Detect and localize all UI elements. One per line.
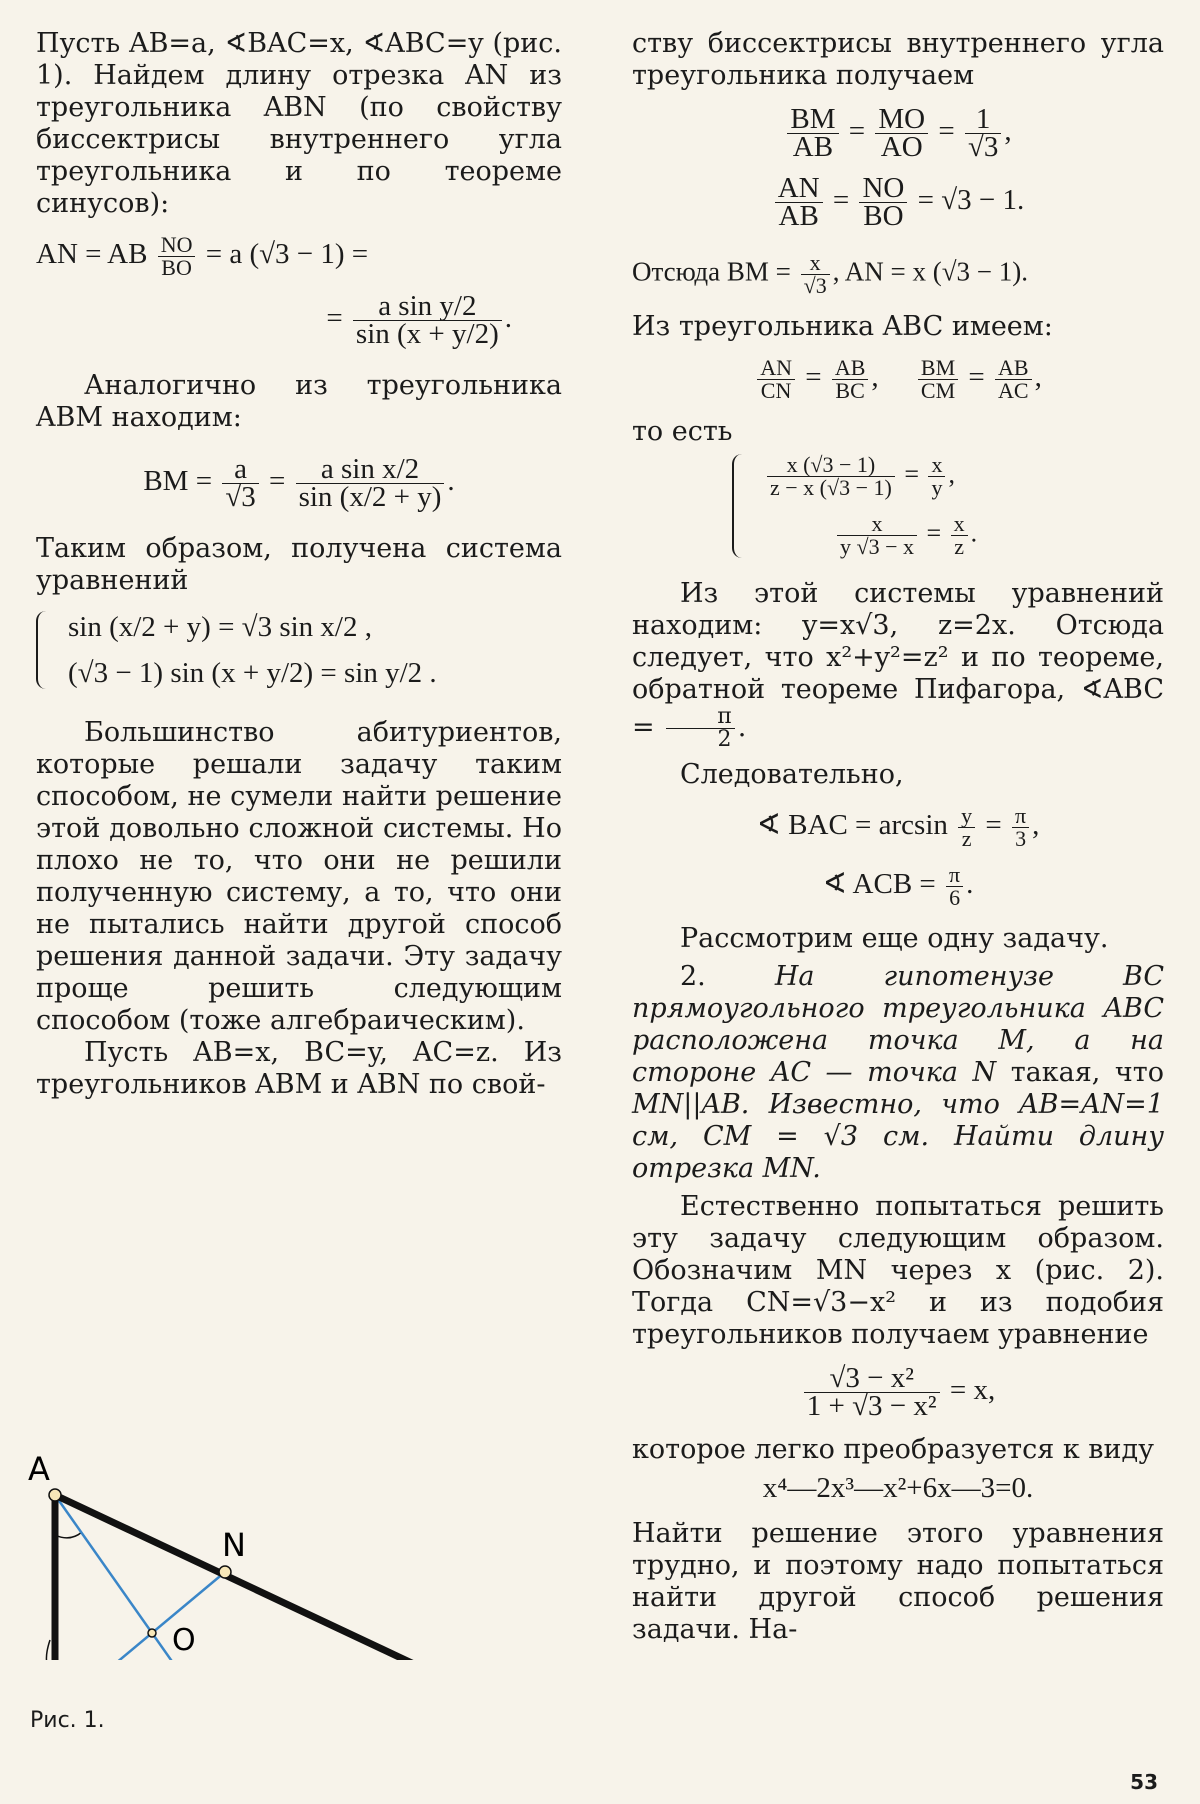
label-a: A bbox=[28, 1450, 50, 1488]
fraction bbox=[666, 706, 734, 751]
angle-arc-a bbox=[55, 1532, 82, 1538]
fraction bbox=[837, 513, 917, 558]
formula-text: Отсюда BM = bbox=[632, 256, 791, 287]
numerator: BM bbox=[787, 106, 838, 134]
system-line: $\frac{x (√3 - 1)}{z - x (√3 - 1)}$ = $\frac{x}{y}$ , bbox=[764, 454, 977, 499]
numerator: π bbox=[666, 706, 734, 729]
denominator: AB bbox=[792, 131, 834, 163]
formula-an-sin: = $\frac{\text{a sin y/2}}{\sin (x + y/2)}$ . bbox=[326, 290, 512, 350]
formula-text: ∢ ACB = bbox=[822, 868, 936, 901]
formula-text: , AN = x (√3 − 1). bbox=[832, 256, 1028, 287]
denominator: y bbox=[931, 475, 943, 500]
figure-caption: Рис. 1. bbox=[30, 1708, 105, 1733]
system-line: $\frac{x}{y √3 - x}$ = $\frac{x}{z}$ . bbox=[764, 513, 977, 558]
denominator: 6 bbox=[949, 885, 961, 910]
problem-number: 2. bbox=[680, 961, 706, 992]
vertex-o bbox=[148, 1629, 156, 1637]
left-column bbox=[36, 28, 562, 1101]
denominator: √3 bbox=[803, 273, 827, 298]
problem-text: MN||AB. Известно, что AB=AN=1 см, CM = √3 см. Найти длину отрезка MN. bbox=[632, 1089, 1164, 1184]
numerator: y bbox=[958, 805, 975, 828]
fraction bbox=[801, 252, 830, 297]
system-line: (√3 − 1) sin (x + y/2) = sin y/2 . bbox=[68, 657, 437, 689]
formula-text: ∢ BAC = arcsin bbox=[756, 809, 948, 842]
fraction bbox=[928, 454, 945, 499]
denominator: z bbox=[954, 534, 965, 559]
figure-triangle bbox=[0, 1310, 600, 1660]
fraction bbox=[787, 103, 838, 163]
paragraph: то есть bbox=[632, 416, 733, 447]
denominator: CM bbox=[920, 378, 956, 403]
problem-statement bbox=[632, 961, 1164, 1185]
problem-text: На гипотенузе BC прямоугольного треугольника ABC расположена точка M, а на стороне AC — точка N bbox=[632, 961, 1164, 1088]
paragraph: Пусть AB=x, BC=y, AC=z. Из треугольников ABM и ABN по свой- bbox=[36, 1037, 562, 1100]
fraction bbox=[757, 357, 795, 402]
page-number: 53 bbox=[1130, 1770, 1158, 1794]
label-o: O bbox=[172, 1623, 196, 1658]
denominator: √3 bbox=[225, 481, 256, 513]
denominator: 3 bbox=[1015, 826, 1027, 851]
denominator: √3 bbox=[967, 131, 999, 163]
numerator: x bbox=[837, 513, 917, 536]
denominator: y √3 − x bbox=[840, 534, 914, 559]
paragraph: Аналогично из треугольника ABM находим: bbox=[36, 370, 562, 433]
fraction bbox=[875, 103, 928, 163]
denominator: AC bbox=[998, 378, 1029, 403]
paragraph: Найти решение этого уравнения трудно, и поэтому надо попытаться найти другой способ решения задачи. На- bbox=[632, 1518, 1164, 1645]
denominator: BO bbox=[161, 255, 192, 280]
denominator: AO bbox=[880, 131, 923, 163]
fraction bbox=[995, 357, 1032, 402]
fraction bbox=[859, 172, 907, 232]
numerator: AN bbox=[775, 175, 823, 203]
fraction bbox=[222, 453, 258, 513]
numerator: BM bbox=[918, 357, 958, 380]
brace-icon bbox=[732, 454, 750, 558]
fraction bbox=[832, 357, 869, 402]
fraction bbox=[1012, 805, 1029, 850]
numerator: a sin x/2 bbox=[296, 456, 445, 484]
side-ac bbox=[55, 1495, 520, 1660]
formula-acb: ∢ ACB = $\frac{\pi}{6}$ . bbox=[822, 862, 974, 910]
numerator: NO bbox=[158, 234, 196, 257]
paragraph: Следовательно, bbox=[680, 759, 904, 790]
paragraph: Пусть AB=a, ∢BAC=x, ∢ABC=y (рис. 1). Найдем длину отрезка AN из треугольника ABN (по свойству биссектрисы внутреннего угла треугольника и по теореме синусов): bbox=[36, 28, 562, 219]
numerator: x bbox=[951, 513, 968, 536]
numerator: MO bbox=[875, 106, 928, 134]
denominator: AB bbox=[778, 200, 819, 232]
formula-text: BM = bbox=[143, 465, 213, 498]
formula-bac: ∢ BAC = arcsin $\frac{y}{z}$ = $\frac{\pi}{3}$ , bbox=[756, 803, 1040, 851]
numerator: NO bbox=[859, 175, 907, 203]
denominator: BC bbox=[835, 378, 865, 403]
fraction bbox=[767, 454, 895, 499]
problem-text: такая, что bbox=[1010, 1057, 1164, 1088]
fraction bbox=[951, 513, 968, 558]
formula-polynomial: x⁴—2x³—x²+6x—3=0. bbox=[762, 1472, 1034, 1504]
paragraph: Рассмотрим еще одну задачу. bbox=[680, 923, 1109, 954]
fraction bbox=[775, 172, 823, 232]
formula-an bbox=[36, 234, 562, 279]
paragraph: Большинство абитуриентов, которые решали задачу таким способом, не сумели найти решение этой довольно сложной системы. Но плохо не то, что они не решили полученную систему, а то, что они не пытались найти другой способ решения данной задачи. Эту задачу проще решить следующим способом (тоже алгебраическим). bbox=[36, 717, 562, 1036]
denominator: CN bbox=[760, 378, 792, 403]
formula-text: = x, bbox=[949, 1374, 996, 1407]
label-n: N bbox=[222, 1526, 246, 1564]
fraction bbox=[296, 453, 445, 513]
numerator: a sin y/2 bbox=[353, 293, 502, 321]
numerator: a bbox=[222, 456, 258, 484]
paragraph: которое легко преобразуется к виду bbox=[632, 1434, 1154, 1465]
fraction bbox=[946, 864, 963, 909]
numerator: √3 − x² bbox=[804, 1365, 940, 1393]
fraction bbox=[965, 103, 1001, 163]
denominator: sin (x/2 + y) bbox=[298, 481, 442, 513]
formula-text: = bbox=[326, 302, 343, 335]
formula-text: = a (√3 − 1) = bbox=[205, 238, 369, 271]
numerator: AB bbox=[832, 357, 869, 380]
vertex-a bbox=[49, 1489, 61, 1501]
system-line: sin (x/2 + y) = √3 sin x/2 , bbox=[68, 611, 372, 643]
equation-system-2 bbox=[732, 454, 1164, 558]
denominator: z − x (√3 − 1) bbox=[770, 475, 892, 500]
numerator: 1 bbox=[965, 106, 1001, 134]
paragraph: Из этой системы уравнений находим: y=x√3, z=2x. Отсюда следует, что x²+y²=z² и по теореме, обратной теореме Пифагора, ∢ABC = $\frac{\pi}{2}$ . bbox=[632, 578, 1164, 752]
formula-text: = bbox=[268, 465, 286, 498]
denominator: 2 bbox=[717, 727, 732, 752]
numerator: AN bbox=[757, 357, 795, 380]
right-column bbox=[632, 28, 1164, 1646]
paragraph: Таким образом, получена система уравнений bbox=[36, 533, 562, 596]
denominator: 1 + √3 − x² bbox=[806, 1390, 937, 1422]
formula-an-ab: $\frac{AN}{AB}$ = $\frac{NO}{BO}$ = √3 − 1. bbox=[632, 175, 1164, 230]
vertex-n bbox=[219, 1566, 231, 1578]
numerator: x bbox=[928, 454, 945, 477]
formula-text: AN = AB bbox=[36, 238, 148, 271]
fraction bbox=[158, 234, 196, 279]
denominator: z bbox=[961, 826, 972, 851]
brace-icon bbox=[36, 611, 54, 689]
numerator: x bbox=[801, 252, 830, 275]
equation-system-1 bbox=[36, 611, 562, 689]
fraction bbox=[804, 1362, 940, 1422]
fraction bbox=[918, 357, 958, 402]
formula-bm: BM = $\frac{a}{√3}$ = $\frac{\text{a sin x/2}}{\sin (x/2 + y)}$ . bbox=[143, 453, 455, 513]
denominator: BO bbox=[863, 200, 904, 232]
paragraph: ству биссектрисы внутреннего угла треугольника получаем bbox=[632, 28, 1164, 91]
denominator: sin (x + y/2) bbox=[355, 318, 499, 350]
formula-equation bbox=[632, 1362, 1164, 1422]
formula-abc: $\frac{AN}{CN}$ = $\frac{AB}{BC}$ , $\frac{BM}{CM}$ = $\frac{AB}{AC}$ , bbox=[632, 357, 1164, 402]
numerator: π bbox=[946, 864, 963, 887]
formula-bm-ab: $\frac{BM}{AB}$ = $\frac{MO}{AO}$ = $\frac{1}{√3}$ , bbox=[632, 106, 1164, 161]
fraction bbox=[958, 805, 975, 850]
fraction bbox=[353, 290, 502, 350]
paragraph-text: Из этой системы уравнений находим: y=x√3, z=2x. Отсюда следует, что x²+y²=z² и по теореме, обратной теореме Пифагора, ∢ABC = bbox=[632, 578, 1164, 743]
numerator: x (√3 − 1) bbox=[767, 454, 895, 477]
formula-text: = √3 − 1. bbox=[917, 184, 1025, 217]
paragraph: Естественно попытаться решить эту задачу следующим образом. Обозначим MN через x (рис. 2). Тогда CN=√3−x² и из подобия треугольников получаем уравнение bbox=[632, 1191, 1164, 1350]
formula-hence bbox=[632, 252, 1164, 297]
numerator: π bbox=[1012, 805, 1029, 828]
numerator: AB bbox=[995, 357, 1032, 380]
paragraph: Из треугольника ABC имеем: bbox=[632, 311, 1053, 342]
